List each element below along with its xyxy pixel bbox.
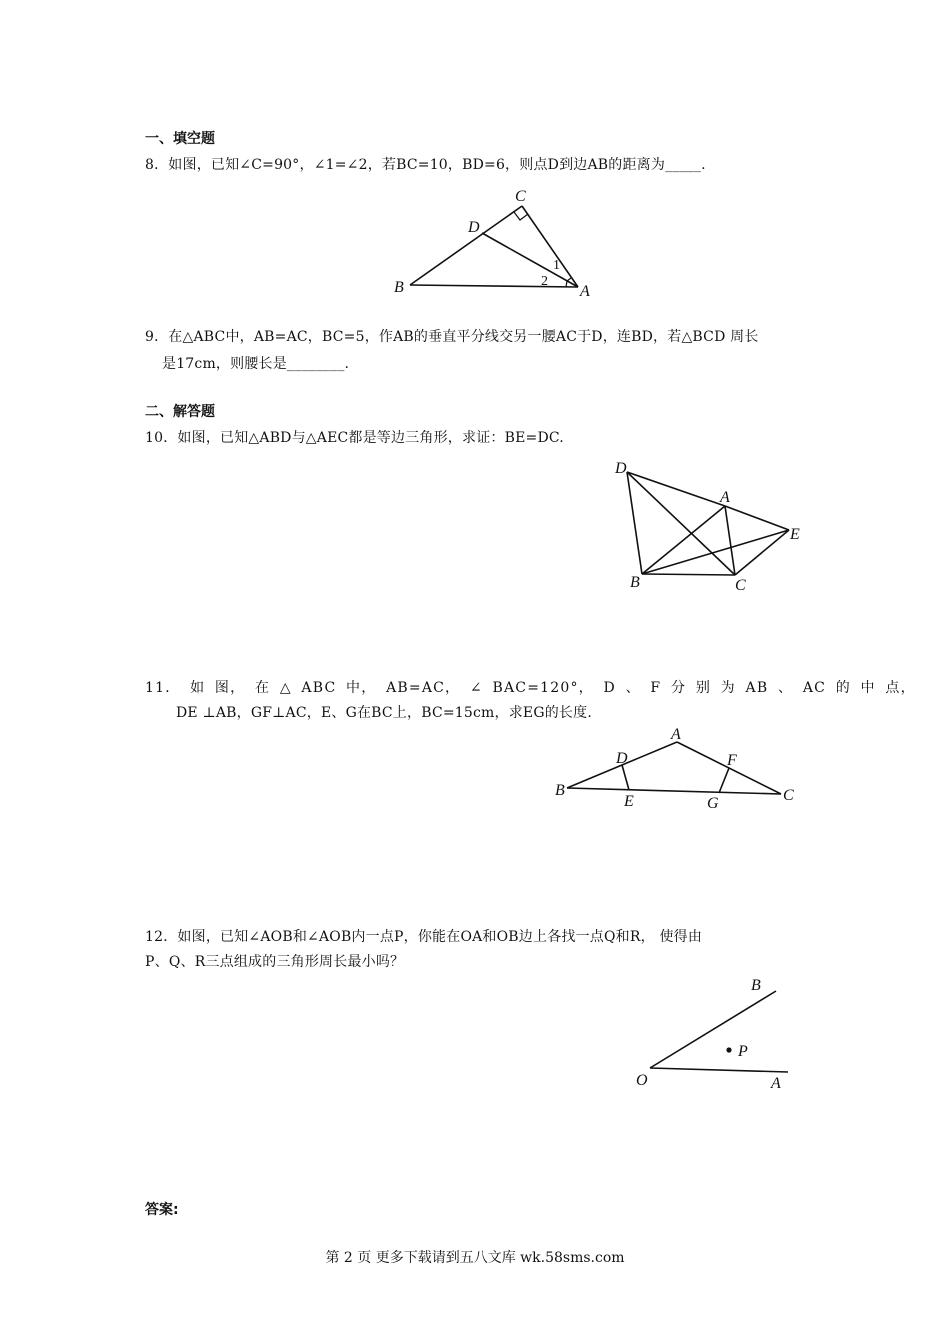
fig12-label-b: B — [751, 977, 761, 994]
fig12-label-p: P — [738, 1043, 748, 1060]
fig8-label-d: D — [468, 219, 480, 236]
question-9-line-1: 9．在△ABC中，AB=AC，BC=5，作AB的垂直平分线交另一腰AC于D，连BD，若△BCD 周长 — [145, 329, 759, 345]
fig12-point-p — [726, 1047, 731, 1052]
fig8-label-b: B — [394, 279, 404, 296]
section-heading-answers: 二、解答题 — [145, 404, 215, 420]
fig12-ray-ob — [650, 991, 776, 1068]
fig10-label-b: B — [630, 574, 640, 591]
fig11-label-c: C — [783, 787, 794, 804]
fig11-label-e: E — [624, 793, 634, 810]
fig8-label-a: A — [580, 283, 590, 300]
fig12-ray-oa — [650, 1068, 788, 1072]
fig11-label-g: G — [707, 795, 719, 812]
fig10-label-d: D — [615, 460, 627, 477]
answers-label: 答案: — [145, 1202, 179, 1218]
fig8-label-angle2: 2 — [541, 274, 548, 289]
fig8-label-angle1: 1 — [553, 258, 560, 273]
fig11-label-f: F — [727, 752, 737, 769]
fig11-label-d: D — [616, 750, 628, 767]
question-10: 10．如图，已知△ABD与△AEC都是等边三角形，求证：BE=DC. — [145, 430, 564, 446]
fig12-label-a: A — [771, 1075, 781, 1092]
fig11-label-b: B — [555, 782, 565, 799]
question-11-line-2: DE ⊥AB，GF⊥AC，E、G在BC上，BC=15cm，求EG的长度. — [176, 705, 592, 721]
section-heading-fill-blank: 一、填空题 — [145, 131, 215, 147]
fig11-label-a: A — [671, 726, 681, 743]
question-9-line-2: 是17cm，则腰长是________. — [162, 356, 350, 372]
question-11-line-1: 11． 如 图， 在 △ ABC 中， AB=AC， ∠ BAC=120°， D 、 F 分 别 为 AB 、 AC 的 中 点， — [145, 680, 916, 696]
question-12-line-2: P、Q、R三点组成的三角形周长最小吗？ — [145, 954, 405, 970]
fig10-label-e: E — [790, 526, 800, 543]
fig10-label-a: A — [720, 489, 730, 506]
fig8-label-c: C — [515, 188, 526, 205]
page-footer: 第 2 页 更多下载请到五八文库 wk.58sms.com — [325, 1250, 625, 1266]
fig12-label-o: O — [636, 1072, 648, 1089]
question-12-line-1: 12．如图，已知∠AOB和∠AOB内一点P，你能在OA和OB边上各找一点Q和R， 使得由 — [145, 929, 703, 945]
fig10-label-c: C — [735, 577, 746, 594]
question-8: 8．如图，已知∠C=90°，∠1=∠2，若BC=10，BD=6，则点D到边AB的距离为_____. — [145, 157, 706, 173]
